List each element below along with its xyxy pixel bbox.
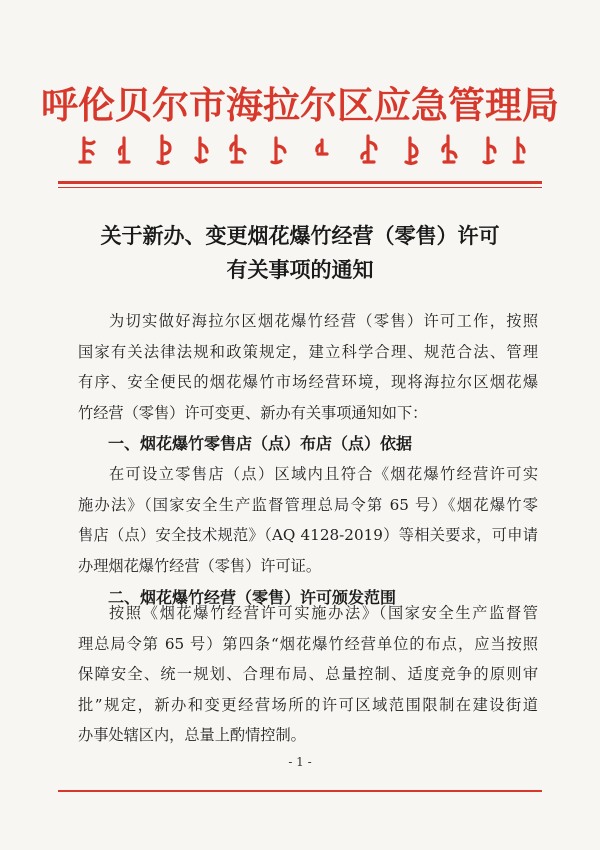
paragraph-line: 竹经营（零售）许可变更、新办有关事项通知如下：: [78, 403, 428, 422]
paragraph-line: 国家有关法律法规和政策规定，建立科学合理、规范合法、管理: [78, 342, 538, 361]
paragraph-line: 批”规定，新办和变更经营场所的许可区域范围限制在建设街道: [78, 695, 538, 714]
intro-paragraph: [78, 306, 538, 428]
paragraph-line: 在可设立零售店（点）区域内且符合《烟花爆竹经营许可实: [109, 465, 538, 483]
section-2-paragraph: [78, 598, 538, 751]
footer-divider: [58, 790, 542, 792]
paragraph-line: 售店（点）安全技术规范》（AQ 4128-2019）等相关要求，可申请: [78, 526, 538, 544]
section-1-heading: 一、烟花爆竹零售店（点）布店（点）依据: [108, 434, 413, 453]
notice-title-line-1: 关于新办、变更烟花爆竹经营（零售）许可: [100, 224, 500, 248]
paragraph-line: 理总局令第 65 号）第四条“烟花爆竹经营单位的布点，应当按照: [78, 634, 538, 653]
paragraph-line: 保障安全、统一规划、合理布局、总量控制、适度竞争的原则审: [78, 665, 538, 683]
paragraph-line: 办理烟花爆竹经营（零售）许可证。: [78, 556, 321, 575]
mongolian-script-org-name: [78, 132, 528, 168]
section-1-paragraph: [78, 459, 538, 581]
paragraph-line: 按照《烟花爆竹经营许可实施办法》（国家安全生产监督管: [109, 604, 538, 622]
header-divider-thick: [58, 181, 542, 184]
org-name-header: 呼伦贝尔市海拉尔区应急管理局: [41, 84, 559, 127]
paragraph-line: 为切实做好海拉尔区烟花爆竹经营（零售）许可工作，按照: [109, 312, 538, 330]
notice-title-line-2: 有关事项的通知: [226, 258, 374, 282]
page-number: - 1 -: [288, 755, 312, 769]
paragraph-line: 有序、安全便民的烟花爆竹市场经营环境，现将海拉尔区烟花爆: [78, 373, 538, 391]
paragraph-line: 办事处辖区内，总量上酌情控制。: [78, 726, 306, 744]
paragraph-line: 施办法》（国家安全生产监督管理总局令第 65 号）《烟花爆竹零: [78, 495, 538, 514]
section-2-heading: 二、烟花爆竹经营（零售）许可颁发范围: [108, 588, 397, 607]
header-divider-thin: [58, 187, 542, 188]
